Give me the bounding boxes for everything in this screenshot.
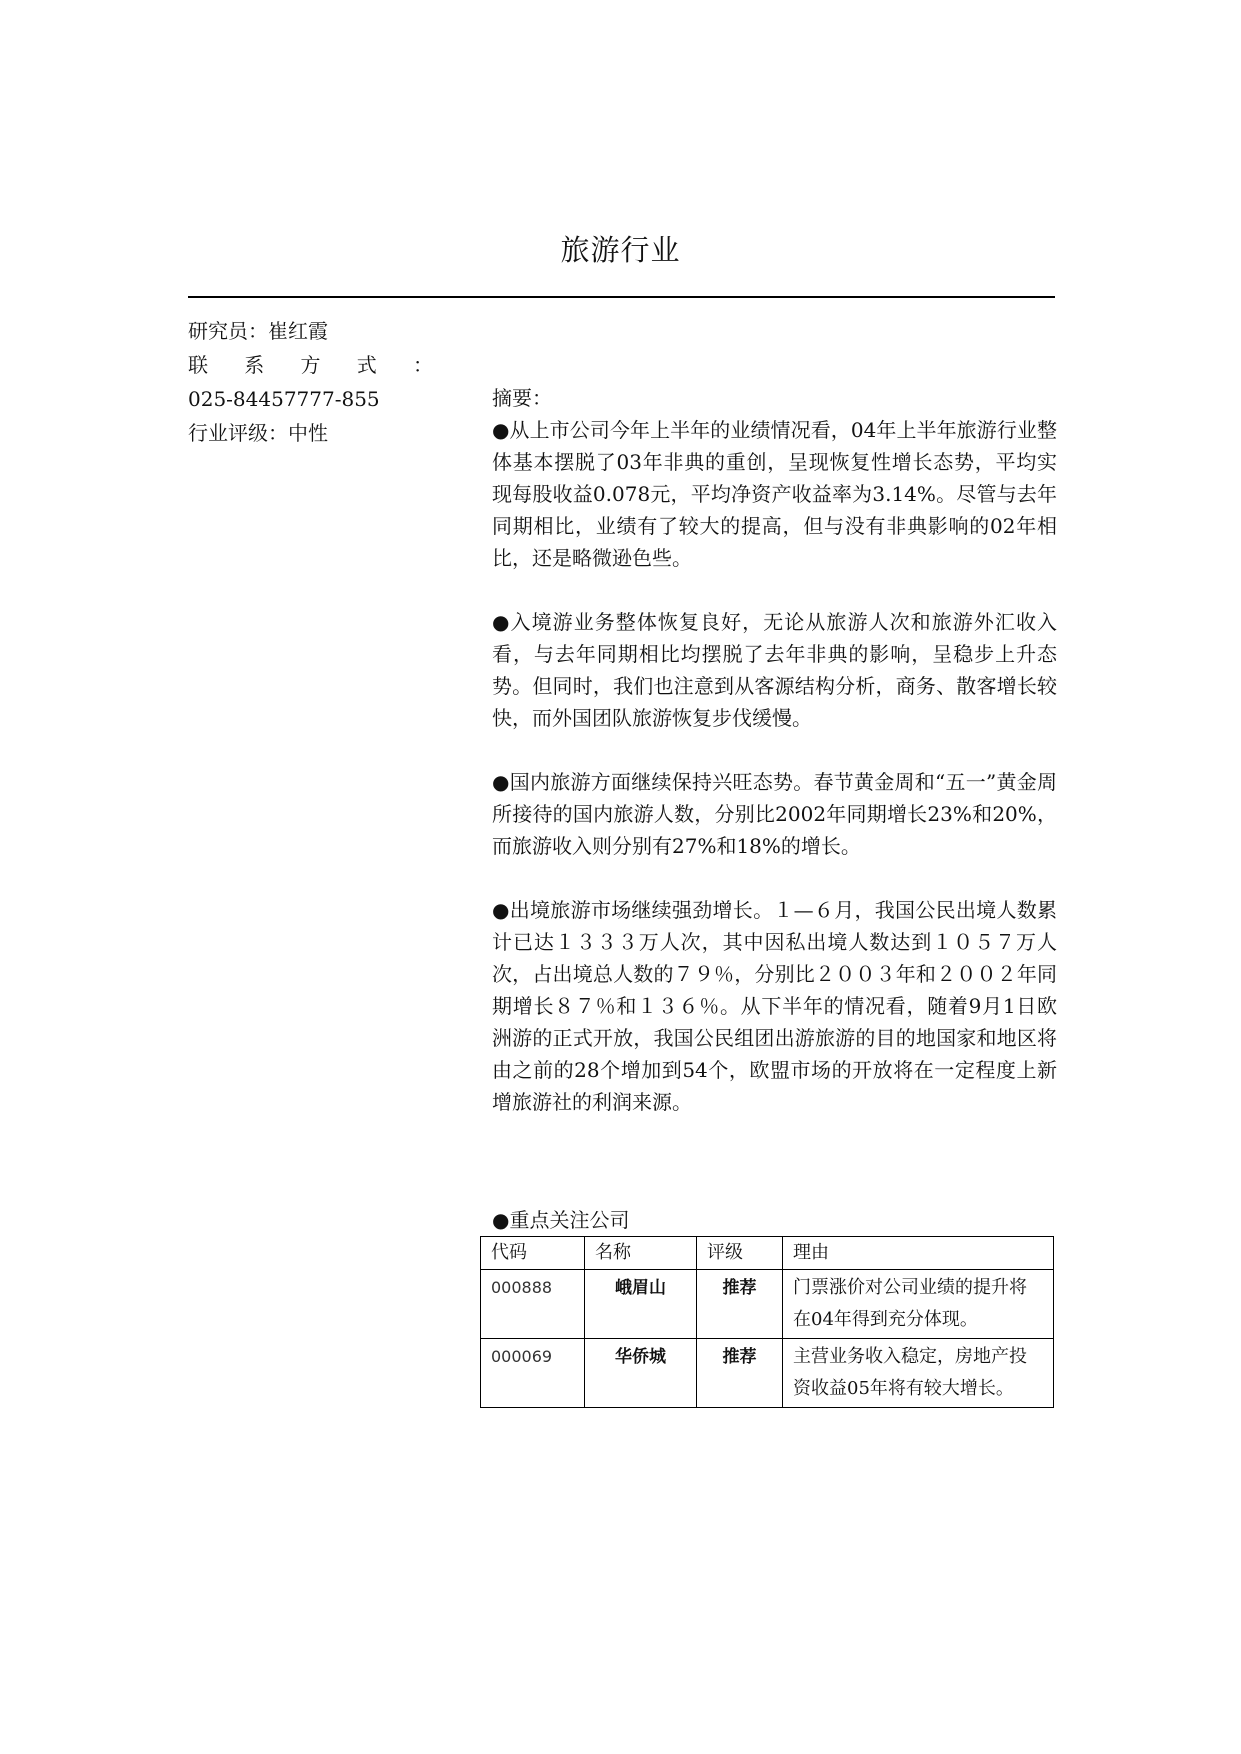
phone-number: 025-84457777-855 [188,387,380,411]
researcher-line: 研究员：崔红霞 [188,319,328,343]
table-header-row [481,1237,1054,1270]
company-rating: 推荐 [697,1270,783,1339]
contact-char: 联 [188,353,208,377]
summary-section [492,382,1057,1150]
page-title: 旅游行业 [560,233,681,267]
contact-char: 方 [300,353,321,377]
rating-reason: 门票涨价对公司业绩的提升将在04年得到充分体现。 [783,1270,1054,1339]
table-row [481,1339,1054,1408]
contact-label [188,348,433,382]
company-rating: 推荐 [697,1339,783,1408]
summary-paragraph: ●从上市公司今年上半年的业绩情况看，04年上半年旅游行业整体基本摆脱了03年非典的重创，呈现恢复性增长态势，平均实现每股收益0.078元，平均净资产收益率为3.14%。尽管与去年同期相比，业绩有了较大的提高，但与没有非典影响的02年相比，还是略微逊色些。 [492,418,1057,570]
focus-companies-table [480,1236,1054,1408]
table-header-cell: 理由 [783,1237,1054,1270]
company-name: 峨眉山 [585,1270,697,1339]
table-header-cell: 代码 [481,1237,585,1270]
contact-char: 系 [244,353,265,377]
stock-code: 000069 [481,1339,585,1408]
summary-paragraph: ●出境旅游市场继续强劲增长。１—６月，我国公民出境人数累计已达１３３３万人次，其中因私出境人数达到１０５７万人次，占出境总人数的７９％，分别比２００３年和２００２年同期增长８７％和１３６％。从下半年的情况看，随着9月1日欧洲游的正式开放，我国公民组团出游旅游的目的地国家和地区将由之前的28个增加到54个，欧盟市场的开放将在一定程度上新增旅游社的利润来源。 [492,898,1057,1114]
summary-label: 摘要： [492,386,552,410]
author-info [188,314,458,450]
industry-rating: 行业评级：中性 [188,421,328,445]
summary-paragraph: ●国内旅游方面继续保持兴旺态势。春节黄金周和“五一”黄金周所接待的国内旅游人数，分别比2002年同期增长23%和20%，而旅游收入则分别有27%和18%的增长。 [492,770,1057,858]
title-divider [188,296,1055,298]
focus-companies-heading: ●重点关注公司 [492,1208,630,1232]
stock-code: 000888 [481,1270,585,1339]
summary-paragraph: ●入境游业务整体恢复良好，无论从旅游人次和旅游外汇收入看，与去年同期相比均摆脱了去年非典的影响，呈稳步上升态势。但同时，我们也注意到从客源结构分析，商务、散客增长较快，而外国团队旅游恢复步伐缓慢。 [492,610,1057,730]
table-row [481,1270,1054,1339]
rating-reason: 主营业务收入稳定，房地产投资收益05年将有较大增长。 [783,1339,1054,1408]
contact-char: ： [413,353,433,377]
contact-char: 式 [356,353,377,377]
table-header-cell: 名称 [585,1237,697,1270]
table-header-cell: 评级 [697,1237,783,1270]
company-name: 华侨城 [585,1339,697,1408]
